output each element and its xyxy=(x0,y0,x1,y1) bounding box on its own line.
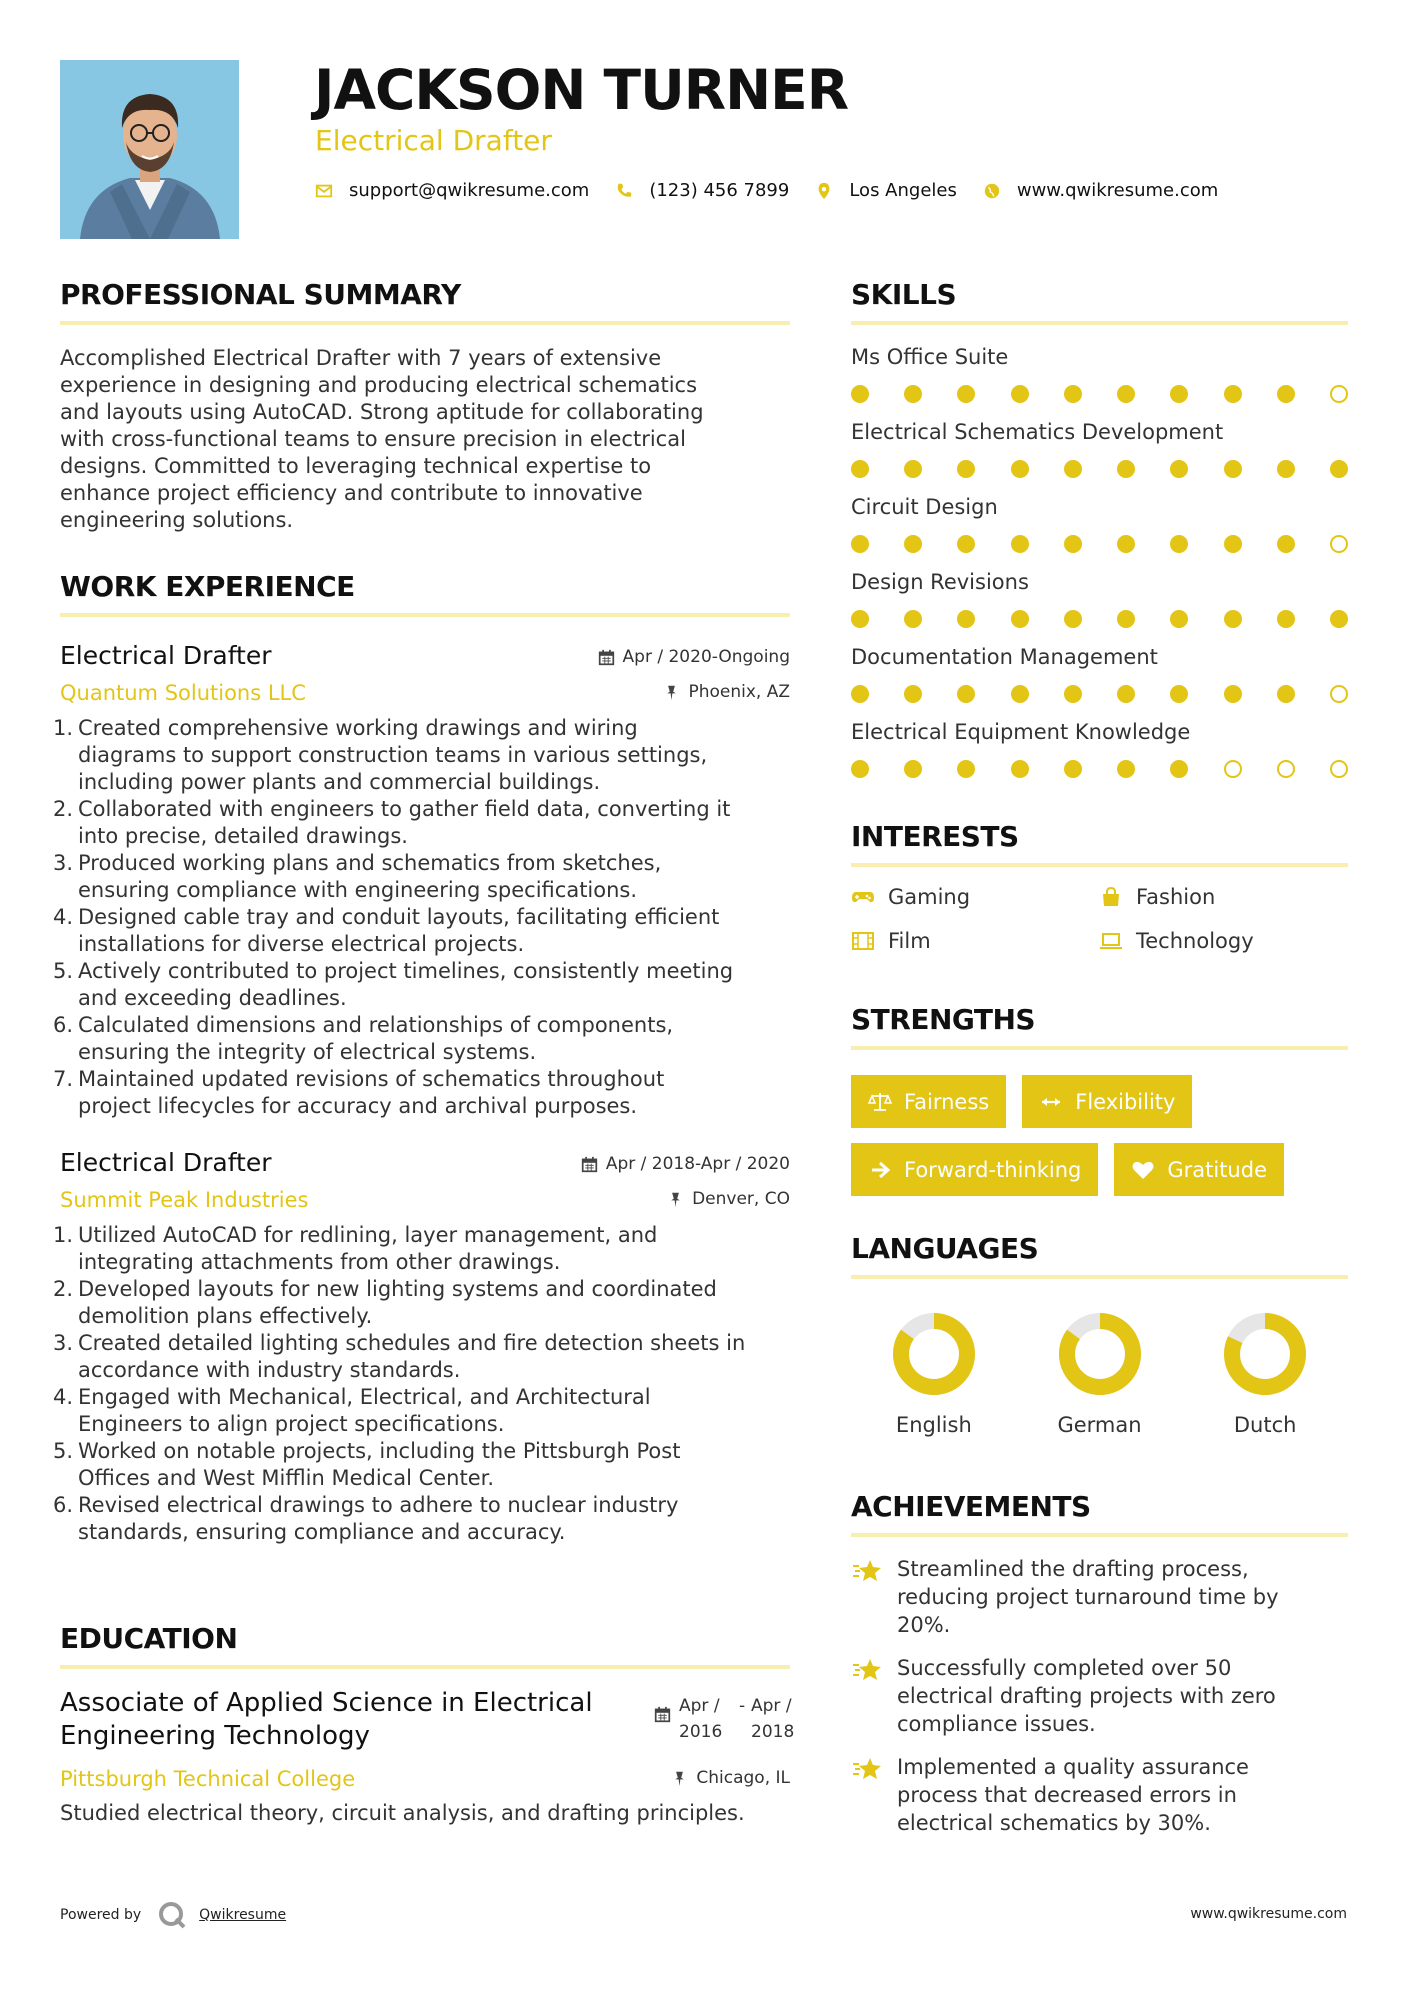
date-line: 2016 xyxy=(679,1722,723,1742)
list-number: 4. xyxy=(53,1385,74,1409)
language-donut-chart xyxy=(891,1311,977,1397)
rating-dot-filled xyxy=(904,385,922,403)
interest-label: Technology xyxy=(1136,929,1254,953)
list-item xyxy=(53,796,790,850)
job-date-text: Apr / 2020-Ongoing xyxy=(622,647,790,667)
list-line: Designed cable tray and conduit layouts, facilitating efficient xyxy=(78,905,720,929)
language-name: Dutch xyxy=(1233,1413,1297,1437)
rating-dot-filled xyxy=(1224,685,1242,703)
arrows-horizontal-icon xyxy=(1039,1090,1063,1114)
strength-tag xyxy=(851,1143,1098,1196)
list-line: Engineers to align project specifications. xyxy=(78,1412,505,1436)
job-header xyxy=(60,641,790,711)
list-line: Engaged with Mechanical, Electrical, and Architectural xyxy=(78,1385,651,1409)
list-number: 4. xyxy=(53,905,74,929)
skill-name: Electrical Equipment Knowledge xyxy=(851,720,1191,744)
degree-line: Engineering Technology xyxy=(60,1721,370,1751)
star-icon xyxy=(851,1657,883,1683)
job-bullets xyxy=(53,1222,790,1546)
skill-item xyxy=(851,495,1348,570)
qwikresume-logo-icon xyxy=(157,1900,187,1930)
list-item xyxy=(53,1012,790,1066)
powered-by-text: Powered by xyxy=(60,1907,142,1923)
strengths-section xyxy=(851,1003,1348,1211)
footer-powered-by xyxy=(60,1900,286,1930)
rating-dot-filled xyxy=(851,535,869,553)
experience-section xyxy=(53,570,790,1546)
rating-dot-filled xyxy=(957,460,975,478)
strength-tag xyxy=(1022,1075,1192,1128)
list-number: 6. xyxy=(53,1493,74,1517)
list-line: Revised electrical drawings to adhere to nuclear industry xyxy=(78,1493,679,1517)
rating-dot-filled xyxy=(1064,760,1082,778)
rating-dot-empty xyxy=(1277,760,1295,778)
pin-icon xyxy=(667,1191,684,1208)
education-description: Studied electrical theory, circuit analysis, and drafting principles. xyxy=(60,1801,745,1825)
rating-dot-empty xyxy=(1330,685,1348,703)
job-title: Electrical Drafter xyxy=(60,1148,272,1177)
summary-line: designs. Committed to leveraging technical expertise to xyxy=(60,454,652,478)
pin-icon xyxy=(671,1770,688,1787)
skill-item xyxy=(851,420,1348,495)
language-name: English xyxy=(895,1413,972,1437)
job-title: Electrical Drafter xyxy=(60,641,272,670)
achievement-item xyxy=(851,1753,1348,1837)
strength-tag xyxy=(1114,1143,1284,1196)
rating-dot-filled xyxy=(1011,460,1029,478)
list-line: Calculated dimensions and relationships of components, xyxy=(78,1013,674,1037)
rating-dot-filled xyxy=(851,610,869,628)
location-text: Los Angeles xyxy=(849,180,957,201)
summary-text xyxy=(60,345,790,534)
achievement-text xyxy=(897,1753,1249,1837)
skill-item xyxy=(851,345,1348,420)
rating-dot-filled xyxy=(1064,610,1082,628)
rating-dot-filled xyxy=(1117,460,1135,478)
rating-dot-filled xyxy=(1330,460,1348,478)
start-date xyxy=(679,1693,739,1745)
list-number: 1. xyxy=(53,1223,74,1247)
achievement-line: electrical schematics by 30%. xyxy=(897,1811,1211,1835)
list-number: 7. xyxy=(53,1067,74,1091)
rating-dot-filled xyxy=(957,685,975,703)
rating-dot-filled xyxy=(1011,535,1029,553)
interests-section xyxy=(851,820,1348,953)
list-line: Produced working plans and schematics from sketches, xyxy=(78,851,662,875)
candidate-title: Electrical Drafter xyxy=(315,124,552,157)
list-number: 3. xyxy=(53,1331,74,1355)
strength-label: Fairness xyxy=(904,1089,990,1114)
phone-icon xyxy=(615,182,633,200)
skill-item xyxy=(851,720,1348,795)
candidate-name: JACKSON TURNER xyxy=(314,58,849,122)
section-divider xyxy=(60,613,790,617)
rating-dot-filled xyxy=(1170,760,1188,778)
strength-tag xyxy=(851,1075,1006,1128)
language-list xyxy=(851,1311,1348,1437)
rating-dot-filled xyxy=(1064,535,1082,553)
rating-dot-filled xyxy=(1224,460,1242,478)
list-line: Maintained updated revisions of schematics throughout xyxy=(78,1067,665,1091)
interest-item xyxy=(1099,929,1339,953)
strength-tags xyxy=(851,1075,1348,1211)
laptop-icon xyxy=(1099,931,1123,951)
skill-rating xyxy=(851,610,1348,628)
rating-dot-filled xyxy=(1330,610,1348,628)
rating-dot-filled xyxy=(904,685,922,703)
skill-name: Electrical Schematics Development xyxy=(851,420,1224,444)
job-bullets xyxy=(53,715,790,1120)
languages-section xyxy=(851,1232,1348,1437)
footer-website[interactable]: www.qwikresume.com xyxy=(1190,1906,1347,1922)
skill-rating xyxy=(851,385,1348,403)
achievement-line: Successfully completed over 50 xyxy=(897,1656,1232,1680)
achievement-line: 20%. xyxy=(897,1613,951,1637)
job-date xyxy=(598,647,790,667)
rating-dot-empty xyxy=(1330,385,1348,403)
list-number: 1. xyxy=(53,716,74,740)
interest-label: Gaming xyxy=(888,885,971,909)
list-item xyxy=(53,850,790,904)
education-location xyxy=(671,1768,790,1788)
skill-rating xyxy=(851,760,1348,778)
list-line: ensuring compliance with engineering specifications. xyxy=(78,878,638,902)
list-line: Collaborated with engineers to gather field data, converting it xyxy=(78,797,731,821)
date-line: Apr / xyxy=(751,1696,792,1716)
rating-dot-filled xyxy=(1011,685,1029,703)
skill-rating xyxy=(851,535,1348,553)
rating-dot-filled xyxy=(1170,610,1188,628)
achievement-line: Implemented a quality assurance xyxy=(897,1755,1249,1779)
rating-dot-filled xyxy=(1170,535,1188,553)
summary-line: experience in designing and producing electrical schematics xyxy=(60,373,698,397)
degree-line: Associate of Applied Science in Electrical xyxy=(60,1688,593,1718)
list-line: integrating attachments from other drawings. xyxy=(78,1250,561,1274)
rating-dot-empty xyxy=(1330,760,1348,778)
list-line: standards, ensuring compliance and accuracy. xyxy=(78,1520,566,1544)
list-line: and exceeding deadlines. xyxy=(78,986,347,1010)
skills-heading: SKILLS xyxy=(851,278,957,311)
interest-item xyxy=(851,929,1099,953)
section-divider xyxy=(60,1665,790,1669)
job-header xyxy=(60,1148,790,1218)
contact-phone[interactable] xyxy=(615,180,789,201)
list-line: Offices and West Mifflin Medical Center. xyxy=(78,1466,495,1490)
rating-dot-filled xyxy=(1064,460,1082,478)
achievements-section xyxy=(851,1490,1348,1837)
rating-dot-filled xyxy=(851,685,869,703)
achievement-line: process that decreased errors in xyxy=(897,1783,1237,1807)
list-item xyxy=(53,1222,790,1276)
interest-label: Film xyxy=(888,929,931,953)
rating-dot-filled xyxy=(957,760,975,778)
list-line: diagrams to support construction teams in various settings, xyxy=(78,743,708,767)
education-section xyxy=(60,1622,795,1825)
list-number: 2. xyxy=(53,797,74,821)
date-line: 2018 xyxy=(751,1722,795,1742)
skill-item xyxy=(851,570,1348,645)
list-line: Utilized AutoCAD for redlining, layer management, and xyxy=(78,1223,658,1247)
language-donut-chart xyxy=(1222,1311,1308,1397)
skill-name: Ms Office Suite xyxy=(851,345,1009,369)
rating-dot-filled xyxy=(1117,685,1135,703)
list-item xyxy=(53,1492,790,1546)
interests-heading: INTERESTS xyxy=(851,820,1019,853)
list-item xyxy=(53,904,790,958)
strength-label: Forward-thinking xyxy=(904,1157,1082,1182)
list-line: Actively contributed to project timelines, consistently meeting xyxy=(78,959,734,983)
rating-dot-filled xyxy=(1011,610,1029,628)
rating-dot-filled xyxy=(851,385,869,403)
rating-dot-filled xyxy=(1011,760,1029,778)
language-donut-chart xyxy=(1057,1311,1143,1397)
summary-line: Accomplished Electrical Drafter with 7 years of extensive xyxy=(60,346,662,370)
summary-line: enhance project efficiency and contribute to innovative xyxy=(60,481,643,505)
interest-item xyxy=(851,885,1099,909)
experience-heading: WORK EXPERIENCE xyxy=(60,570,355,603)
skills-section xyxy=(851,278,1348,795)
strength-label: Flexibility xyxy=(1075,1089,1176,1114)
section-divider xyxy=(851,1275,1348,1279)
rating-dot-filled xyxy=(1170,460,1188,478)
list-line: accordance with industry standards. xyxy=(78,1358,461,1382)
education-header xyxy=(60,1687,795,1791)
achievement-item xyxy=(851,1654,1348,1738)
rating-dot-filled xyxy=(1277,535,1295,553)
list-item xyxy=(53,1330,790,1384)
brand-link[interactable]: Qwikresume xyxy=(199,1907,287,1923)
achievement-line: reducing project turnaround time by xyxy=(897,1585,1279,1609)
list-line: ensuring the integrity of electrical systems. xyxy=(78,1040,537,1064)
list-item xyxy=(53,715,790,796)
arrow-right-icon xyxy=(868,1158,892,1182)
rating-dot-filled xyxy=(904,460,922,478)
rating-dot-filled xyxy=(904,760,922,778)
degree-title xyxy=(60,1687,630,1753)
contact-email[interactable] xyxy=(315,180,589,201)
star-icon xyxy=(851,1756,883,1782)
section-divider xyxy=(851,1046,1348,1050)
achievement-icon-wrap xyxy=(851,1753,897,1837)
achievement-icon-wrap xyxy=(851,1654,897,1738)
list-line: into precise, detailed drawings. xyxy=(78,824,408,848)
list-number: 6. xyxy=(53,1013,74,1037)
contact-website[interactable] xyxy=(983,180,1218,201)
rating-dot-filled xyxy=(957,610,975,628)
end-date xyxy=(751,1693,811,1745)
rating-dot-filled xyxy=(1224,610,1242,628)
language-item xyxy=(1182,1311,1348,1437)
list-item xyxy=(53,1438,790,1492)
language-name: German xyxy=(1057,1413,1142,1437)
language-item xyxy=(1017,1311,1183,1437)
skill-rating xyxy=(851,685,1348,703)
rating-dot-filled xyxy=(1224,385,1242,403)
list-line: project lifecycles for accuracy and archival purposes. xyxy=(78,1094,638,1118)
achievement-text xyxy=(897,1654,1276,1738)
list-line: Created detailed lighting schedules and fire detection sheets in xyxy=(78,1331,746,1355)
envelope-icon xyxy=(315,182,333,200)
list-line: Worked on notable projects, including the Pittsburgh Post xyxy=(78,1439,681,1463)
list-line: Developed layouts for new lighting systems and coordinated xyxy=(78,1277,717,1301)
balance-scale-icon xyxy=(868,1090,892,1114)
summary-line: engineering solutions. xyxy=(60,508,294,532)
achievement-icon-wrap xyxy=(851,1555,897,1639)
job-company: Summit Peak Industries xyxy=(60,1188,309,1212)
rating-dot-filled xyxy=(1011,385,1029,403)
skill-item xyxy=(851,645,1348,720)
rating-dot-filled xyxy=(904,535,922,553)
contact-bar xyxy=(315,180,1244,201)
rating-dot-empty xyxy=(1224,760,1242,778)
phone-text: (123) 456 7899 xyxy=(649,180,790,201)
rating-dot-filled xyxy=(1064,685,1082,703)
rating-dot-filled xyxy=(1277,460,1295,478)
interests-grid xyxy=(851,885,1348,953)
education-location-text: Chicago, IL xyxy=(696,1768,790,1788)
achievement-line: compliance issues. xyxy=(897,1712,1096,1736)
list-item xyxy=(53,1384,790,1438)
skill-name: Design Revisions xyxy=(851,570,1029,594)
achievements-heading: ACHIEVEMENTS xyxy=(851,1490,1091,1523)
map-marker-icon xyxy=(815,182,833,200)
email-text: support@qwikresume.com xyxy=(349,180,590,201)
calendar-icon xyxy=(654,1706,671,1723)
summary-heading: PROFESSIONAL SUMMARY xyxy=(60,278,461,311)
section-divider xyxy=(60,321,790,325)
list-line: installations for diverse electrical projects. xyxy=(78,932,525,956)
rating-dot-filled xyxy=(1064,385,1082,403)
list-item xyxy=(53,1066,790,1120)
achievement-text xyxy=(897,1555,1279,1639)
summary-line: and layouts using AutoCAD. Strong aptitude for collaborating xyxy=(60,400,704,424)
job-location xyxy=(663,682,790,702)
rating-dot-filled xyxy=(1277,610,1295,628)
calendar-icon xyxy=(598,649,615,666)
gamepad-icon xyxy=(851,887,875,907)
rating-dot-filled xyxy=(851,760,869,778)
rating-dot-filled xyxy=(1117,535,1135,553)
profile-photo xyxy=(60,60,239,239)
list-number: 3. xyxy=(53,851,74,875)
achievement-line: Streamlined the drafting process, xyxy=(897,1557,1249,1581)
education-date xyxy=(654,1693,811,1745)
rating-dot-filled xyxy=(1170,685,1188,703)
list-item xyxy=(53,1276,790,1330)
list-number: 5. xyxy=(53,959,74,983)
website-text: www.qwikresume.com xyxy=(1016,180,1219,201)
portrait-image xyxy=(60,60,239,239)
shopping-bag-icon xyxy=(1099,887,1123,907)
rating-dot-filled xyxy=(957,535,975,553)
rating-dot-empty xyxy=(1330,535,1348,553)
section-divider xyxy=(851,1533,1348,1537)
rating-dot-filled xyxy=(1277,385,1295,403)
summary-line: with cross-functional teams to ensure precision in electrical xyxy=(60,427,686,451)
rating-dot-filled xyxy=(1117,760,1135,778)
globe-icon xyxy=(983,182,1001,200)
language-item xyxy=(851,1311,1017,1437)
rating-dot-filled xyxy=(957,385,975,403)
education-heading: EDUCATION xyxy=(60,1622,238,1655)
film-icon xyxy=(851,931,875,951)
date-line: Apr / xyxy=(679,1696,720,1716)
achievement-line: electrical drafting projects with zero xyxy=(897,1684,1276,1708)
job-date-text: Apr / 2018-Apr / 2020 xyxy=(605,1154,790,1174)
interest-item xyxy=(1099,885,1339,909)
languages-heading: LANGUAGES xyxy=(851,1232,1039,1265)
list-number: 2. xyxy=(53,1277,74,1301)
skill-name: Documentation Management xyxy=(851,645,1158,669)
strengths-heading: STRENGTHS xyxy=(851,1003,1036,1036)
rating-dot-filled xyxy=(851,460,869,478)
calendar-icon xyxy=(581,1156,598,1173)
strength-label: Gratitude xyxy=(1167,1157,1267,1182)
rating-dot-filled xyxy=(904,610,922,628)
skill-rating xyxy=(851,460,1348,478)
date-separator: - xyxy=(739,1696,746,1716)
rating-dot-filled xyxy=(1224,535,1242,553)
rating-dot-filled xyxy=(1170,385,1188,403)
rating-dot-filled xyxy=(1117,385,1135,403)
job-location-text: Denver, CO xyxy=(692,1189,790,1209)
section-divider xyxy=(851,321,1348,325)
list-number: 5. xyxy=(53,1439,74,1463)
skill-name: Circuit Design xyxy=(851,495,998,519)
list-item xyxy=(53,958,790,1012)
skills-list xyxy=(851,345,1348,795)
job-date xyxy=(581,1154,790,1174)
job-location-text: Phoenix, AZ xyxy=(688,682,790,702)
heart-icon xyxy=(1131,1158,1155,1182)
job-location xyxy=(667,1189,790,1209)
star-icon xyxy=(851,1558,883,1584)
rating-dot-filled xyxy=(1117,610,1135,628)
achievement-item xyxy=(851,1555,1348,1639)
job-company: Quantum Solutions LLC xyxy=(60,681,306,705)
pin-icon xyxy=(663,684,680,701)
list-line: including power plants and commercial buildings. xyxy=(78,770,601,794)
rating-dot-filled xyxy=(1277,685,1295,703)
interest-label: Fashion xyxy=(1136,885,1216,909)
contact-location xyxy=(815,180,957,201)
section-divider xyxy=(851,863,1348,867)
list-line: Created comprehensive working drawings and wiring xyxy=(78,716,638,740)
school-name: Pittsburgh Technical College xyxy=(60,1767,356,1791)
summary-section xyxy=(60,278,790,534)
list-line: demolition plans effectively. xyxy=(78,1304,373,1328)
